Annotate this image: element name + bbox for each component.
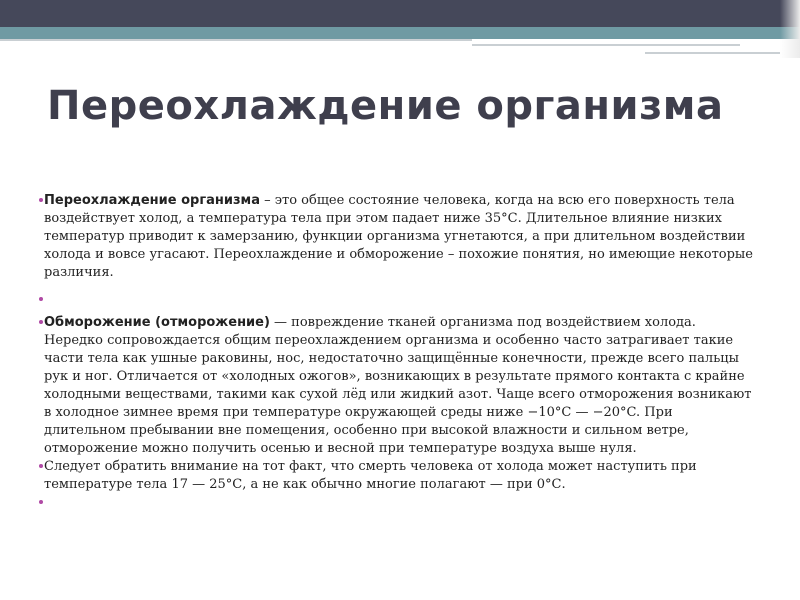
slide-body <box>40 192 756 517</box>
paragraph-note <box>40 458 756 494</box>
definition-frostbite: — повреждение тканей организма под воздействием холода. Нередко сопровождается общим переохлаждением организма и особенно часто затрагивает такие части тела как ушные раковины, нос, недостаточно защищённые конечности, прежде всего пальцы рук и ног. Отличается от «холодных ожогов», возникающих в результате прямого контакта с крайне холодными веществами, такими как сухой лёд или жидкий азот. Чаще всего отморожения возникают в холодное зимнее время при температуре окружающей среды ниже −10°C — −20°C. При длительном пребывании вне помещения, особенно при высокой влажности и сильном ветре, отморожение можно получить осенью и весной при температуре воздуха выше нуля. <box>44 315 752 456</box>
note-text: Следует обратить внимание на тот факт, что смерть человека от холода может наступить при температуре тела 17 — 25°С, а не как обычно многие полагают — при 0°С. <box>44 459 697 492</box>
term-hypothermia: Переохлаждение организма <box>44 193 260 208</box>
empty-bullet <box>40 291 756 305</box>
header-stripe-right <box>472 44 740 46</box>
definition-hypothermia: – это общее состояние человека, когда на всю его поверхность тела воздействует холод, а температура тела при этом падает ниже 35°С. Длительное влияние низких температур приводит к замерзанию, функции организма угнетаются, а при длительном воздействии холода и вовсе угасают. Переохлаждение и обморожение – похожие понятия, но имеющие некоторые различия. <box>44 193 753 280</box>
header-teal-band <box>0 27 800 39</box>
empty-bullet-last <box>40 494 756 508</box>
slide-title: Переохлаждение организма <box>47 83 724 129</box>
header-stripe-tail <box>645 52 780 54</box>
term-frostbite: Обморожение (отморожение) <box>44 315 270 330</box>
paragraph-hypothermia <box>40 192 756 282</box>
header-stripe-left <box>0 39 472 41</box>
paragraph-frostbite <box>40 314 756 458</box>
slide-edge-shadow <box>780 0 800 58</box>
header-dark-bar <box>0 0 800 27</box>
